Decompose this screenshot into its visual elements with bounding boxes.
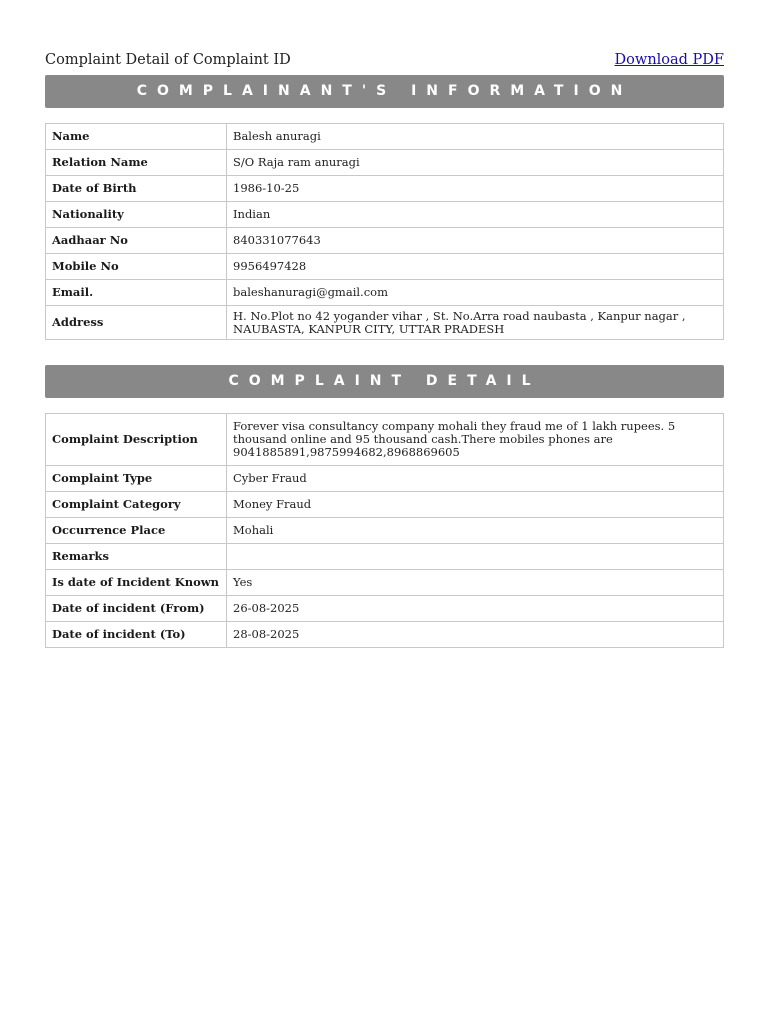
field-label-name: Name bbox=[46, 124, 227, 150]
table-row bbox=[46, 150, 724, 176]
table-row bbox=[46, 176, 724, 202]
complainant-info-table bbox=[45, 123, 724, 340]
table-row bbox=[46, 306, 724, 340]
field-label-incident-from: Date of incident (From) bbox=[46, 596, 227, 622]
table-row bbox=[46, 518, 724, 544]
complaint-detail-heading: COMPLAINT DETAIL bbox=[45, 365, 724, 398]
table-row bbox=[46, 466, 724, 492]
field-value-complaint-type: Cyber Fraud bbox=[227, 466, 724, 492]
field-label-relation-name: Relation Name bbox=[46, 150, 227, 176]
complaint-detail-table bbox=[45, 413, 724, 648]
field-label-nationality: Nationality bbox=[46, 202, 227, 228]
table-row bbox=[46, 202, 724, 228]
field-label-aadhaar-no: Aadhaar No bbox=[46, 228, 227, 254]
field-value-date-of-birth: 1986-10-25 bbox=[227, 176, 724, 202]
field-value-mobile-no: 9956497428 bbox=[227, 254, 724, 280]
table-row bbox=[46, 622, 724, 648]
page-title: Complaint Detail of Complaint ID bbox=[45, 52, 291, 68]
table-row bbox=[46, 596, 724, 622]
field-label-address: Address bbox=[46, 306, 227, 340]
field-value-occurrence-place: Mohali bbox=[227, 518, 724, 544]
field-label-incident-to: Date of incident (To) bbox=[46, 622, 227, 648]
field-value-nationality: Indian bbox=[227, 202, 724, 228]
field-value-complaint-category: Money Fraud bbox=[227, 492, 724, 518]
field-label-complaint-category: Complaint Category bbox=[46, 492, 227, 518]
table-row bbox=[46, 254, 724, 280]
field-label-date-known: Is date of Incident Known bbox=[46, 570, 227, 596]
field-value-incident-to: 28-08-2025 bbox=[227, 622, 724, 648]
field-label-date-of-birth: Date of Birth bbox=[46, 176, 227, 202]
table-row bbox=[46, 570, 724, 596]
field-value-complaint-description: Forever visa consultancy company mohali they fraud me of 1 lakh rupees. 5 thousand online and 95 thousand cash.There mobiles phones are 9041885891,9875994682,8968869605 bbox=[227, 414, 724, 466]
field-label-email: Email. bbox=[46, 280, 227, 306]
table-row bbox=[46, 228, 724, 254]
field-label-occurrence-place: Occurrence Place bbox=[46, 518, 227, 544]
page-header bbox=[45, 50, 724, 72]
field-value-remarks bbox=[227, 544, 724, 570]
field-label-complaint-description: Complaint Description bbox=[46, 414, 227, 466]
field-value-incident-from: 26-08-2025 bbox=[227, 596, 724, 622]
field-label-mobile-no: Mobile No bbox=[46, 254, 227, 280]
field-value-email: baleshanuragi@gmail.com bbox=[227, 280, 724, 306]
field-label-remarks: Remarks bbox=[46, 544, 227, 570]
field-value-name: Balesh anuragi bbox=[227, 124, 724, 150]
field-value-aadhaar-no: 840331077643 bbox=[227, 228, 724, 254]
table-row bbox=[46, 124, 724, 150]
table-row bbox=[46, 492, 724, 518]
field-value-relation-name: S/O Raja ram anuragi bbox=[227, 150, 724, 176]
download-pdf-link[interactable]: Download PDF bbox=[614, 52, 724, 68]
table-row bbox=[46, 414, 724, 466]
field-value-address: H. No.Plot no 42 yogander vihar , St. No.Arra road naubasta , Kanpur nagar , NAUBASTA, KANPUR CITY, UTTAR PRADESH bbox=[227, 306, 724, 340]
field-label-complaint-type: Complaint Type bbox=[46, 466, 227, 492]
table-row bbox=[46, 280, 724, 306]
field-value-date-known: Yes bbox=[227, 570, 724, 596]
table-row bbox=[46, 544, 724, 570]
complainant-info-heading: COMPLAINANT'S INFORMATION bbox=[45, 75, 724, 108]
